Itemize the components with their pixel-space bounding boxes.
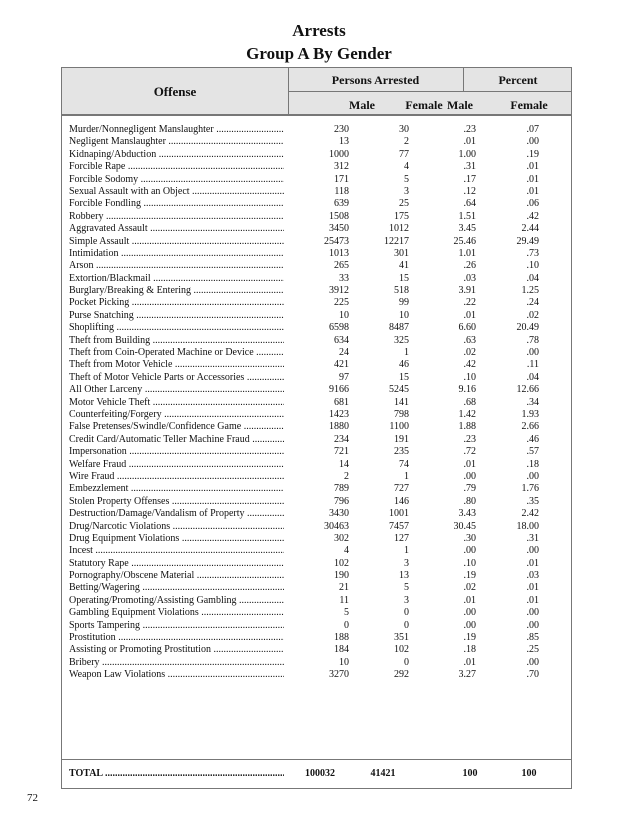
male-count-cell: 421 [334, 359, 349, 371]
female-count-cell: 5 [404, 173, 409, 185]
table-row [62, 607, 573, 619]
female-count-cell: 146 [394, 495, 409, 507]
male-pct-cell: .01 [463, 656, 476, 668]
offense-cell: False Pretenses/Swindle/Confidence Game ..... [69, 421, 284, 433]
female-pct-cell: .73 [526, 247, 539, 259]
offense-cell: Sexual Assault with an Object ..... [69, 186, 284, 198]
offense-cell: Gambling Equipment Violations ..... [69, 607, 284, 619]
female-pct-cell: 29.49 [516, 235, 539, 247]
male-pct-cell: .79 [463, 483, 476, 495]
male-count-cell: 5 [344, 607, 349, 619]
table-row [62, 149, 573, 161]
male-pct-cell: .10 [463, 371, 476, 383]
male-count-cell: 230 [334, 124, 349, 135]
male-pct-cell: .23 [463, 433, 476, 445]
male-pct-cell: .00 [463, 470, 476, 482]
female-pct-cell: .24 [526, 297, 539, 309]
table-row [62, 347, 573, 359]
female-pct-cell: 2.42 [521, 508, 539, 520]
male-count-cell: 1423 [329, 408, 349, 420]
female-count-cell: 141 [394, 396, 409, 408]
male-pct-cell: .01 [463, 458, 476, 470]
female-count-cell: 7457 [389, 520, 409, 532]
table-row [62, 632, 573, 644]
offense-cell: Aggravated Assault ..... [69, 223, 284, 235]
female-count-cell: 10 [399, 309, 409, 321]
offense-cell: Purse Snatching ..... [69, 310, 284, 322]
female-count-cell: 325 [394, 334, 409, 346]
female-count-cell: 41 [399, 260, 409, 272]
col-male-header: Male [349, 98, 375, 112]
total-female-pct: 100 [521, 768, 537, 779]
male-count-cell: 13 [339, 136, 349, 148]
male-count-cell: 265 [334, 260, 349, 272]
table-row [62, 483, 573, 495]
data-table [61, 115, 572, 789]
female-count-cell: 3 [404, 557, 409, 569]
table-row [62, 582, 573, 594]
offense-cell: Theft of Motor Vehicle Parts or Accessories ..... [69, 372, 284, 384]
male-pct-cell: 1.00 [458, 148, 476, 160]
offense-cell: Arson ..... [69, 260, 284, 272]
offense-cell: Robbery ..... [69, 211, 284, 223]
female-count-cell: 301 [394, 247, 409, 259]
female-count-cell: 292 [394, 669, 409, 681]
offense-cell: Counterfeiting/Forgery ..... [69, 409, 284, 421]
total-divider [62, 759, 571, 760]
female-pct-cell: .70 [526, 669, 539, 681]
offense-cell: Destruction/Damage/Vandalism of Property ..... [69, 508, 284, 520]
male-count-cell: 639 [334, 198, 349, 210]
female-pct-cell: .78 [526, 334, 539, 346]
col-male-pct-header: Male [447, 98, 473, 112]
female-count-cell: 3 [404, 185, 409, 197]
male-pct-cell: 1.88 [458, 421, 476, 433]
female-pct-cell: 2.66 [521, 421, 539, 433]
female-pct-cell: .02 [526, 309, 539, 321]
table-row [62, 409, 573, 421]
female-count-cell: 13 [399, 570, 409, 582]
male-count-cell: 796 [334, 495, 349, 507]
male-pct-cell: 3.91 [458, 285, 476, 297]
table-row [62, 508, 573, 520]
female-count-cell: 30 [399, 124, 409, 135]
offense-cell: Prostitution ..... [69, 632, 284, 644]
male-count-cell: 11 [339, 594, 349, 606]
offense-cell: Bribery ..... [69, 657, 284, 669]
female-pct-cell: .18 [526, 458, 539, 470]
table-row [62, 521, 573, 533]
female-pct-cell: .01 [526, 173, 539, 185]
female-count-cell: 102 [394, 644, 409, 656]
male-count-cell: 634 [334, 334, 349, 346]
female-pct-cell: .06 [526, 198, 539, 210]
table-row [62, 595, 573, 607]
male-pct-cell: .00 [463, 619, 476, 631]
male-pct-cell: .63 [463, 334, 476, 346]
table-row [62, 136, 573, 148]
table-row [62, 236, 573, 248]
male-pct-cell: .80 [463, 495, 476, 507]
table-row [62, 496, 573, 508]
female-count-cell: 1001 [389, 508, 409, 520]
offense-cell: Pornography/Obscene Material ..... [69, 570, 284, 582]
table-row [62, 335, 573, 347]
male-count-cell: 3430 [329, 508, 349, 520]
male-pct-cell: 1.42 [458, 408, 476, 420]
male-pct-cell: 30.45 [453, 520, 476, 532]
female-pct-cell: .35 [526, 495, 539, 507]
female-pct-cell: 1.93 [521, 408, 539, 420]
female-count-cell: 46 [399, 359, 409, 371]
female-pct-cell: .01 [526, 594, 539, 606]
offense-cell: Drug/Narcotic Violations ..... [69, 521, 284, 533]
female-count-cell: 127 [394, 532, 409, 544]
male-count-cell: 234 [334, 433, 349, 445]
female-pct-cell: .11 [526, 359, 539, 371]
male-count-cell: 225 [334, 297, 349, 309]
female-count-cell: 5245 [389, 384, 409, 396]
male-pct-cell: .23 [463, 124, 476, 135]
table-row [62, 644, 573, 656]
table-row [62, 211, 573, 223]
male-pct-cell: .42 [463, 359, 476, 371]
male-pct-cell: .01 [463, 309, 476, 321]
table-row [62, 558, 573, 570]
female-count-cell: 5 [404, 582, 409, 594]
male-count-cell: 0 [344, 619, 349, 631]
male-count-cell: 118 [334, 185, 349, 197]
male-pct-cell: 9.16 [458, 384, 476, 396]
male-pct-cell: .00 [463, 607, 476, 619]
table-row [62, 434, 573, 446]
female-pct-cell: 20.49 [516, 322, 539, 334]
female-count-cell: 798 [394, 408, 409, 420]
female-count-cell: 12217 [384, 235, 409, 247]
table-row [62, 459, 573, 471]
table-row [62, 570, 573, 582]
total-label: TOTAL ..... [69, 767, 284, 781]
male-pct-cell: 1.01 [458, 247, 476, 259]
offense-cell: Credit Card/Automatic Teller Machine Fraud ..... [69, 434, 284, 446]
male-count-cell: 2 [344, 470, 349, 482]
female-pct-cell: .19 [526, 148, 539, 160]
table-row [62, 223, 573, 235]
male-pct-cell: 3.27 [458, 669, 476, 681]
table-row [62, 397, 573, 409]
offense-cell: Drug Equipment Violations ..... [69, 533, 284, 545]
male-count-cell: 14 [339, 458, 349, 470]
male-pct-cell: .02 [463, 347, 476, 359]
col-female-pct-header: Female [510, 98, 548, 112]
table-row [62, 421, 573, 433]
female-count-cell: 1012 [389, 223, 409, 235]
female-count-cell: 191 [394, 433, 409, 445]
male-pct-cell: .03 [463, 272, 476, 284]
female-count-cell: 0 [404, 619, 409, 631]
total-female: 41421 [370, 768, 396, 779]
female-count-cell: 727 [394, 483, 409, 495]
offense-cell: Theft from Coin-Operated Machine or Device ..... [69, 347, 284, 359]
offense-cell: Stolen Property Offenses ..... [69, 496, 284, 508]
table-row [62, 198, 573, 210]
offense-cell: Extortion/Blackmail ..... [69, 273, 284, 285]
table-row [62, 533, 573, 545]
page-number: 72 [27, 792, 38, 804]
female-count-cell: 235 [394, 446, 409, 458]
table-row [62, 620, 573, 632]
female-pct-cell: .00 [526, 470, 539, 482]
male-pct-cell: .68 [463, 396, 476, 408]
female-pct-cell: .01 [526, 185, 539, 197]
female-pct-cell: .00 [526, 136, 539, 148]
male-count-cell: 1508 [329, 210, 349, 222]
female-pct-cell: 18.00 [516, 520, 539, 532]
offense-cell: Murder/Nonnegligent Manslaughter ..... [69, 124, 284, 136]
table-row [62, 161, 573, 173]
offense-cell: Forcible Rape ..... [69, 161, 284, 173]
male-count-cell: 10 [339, 309, 349, 321]
male-pct-cell: .01 [463, 136, 476, 148]
male-count-cell: 4 [344, 545, 349, 557]
table-row [62, 446, 573, 458]
table-body [62, 124, 573, 682]
male-pct-cell: .22 [463, 297, 476, 309]
male-pct-cell: .64 [463, 198, 476, 210]
offense-cell: Welfare Fraud ..... [69, 459, 284, 471]
female-pct-cell: .46 [526, 433, 539, 445]
female-count-cell: 99 [399, 297, 409, 309]
table-row [62, 657, 573, 669]
offense-cell: Weapon Law Violations ..... [69, 669, 284, 681]
table-row [62, 273, 573, 285]
male-pct-cell: .31 [463, 161, 476, 173]
male-count-cell: 10 [339, 656, 349, 668]
offense-cell: Theft from Motor Vehicle ..... [69, 359, 284, 371]
table-row [62, 372, 573, 384]
female-count-cell: 0 [404, 607, 409, 619]
offense-cell: Operating/Promoting/Assisting Gambling ..... [69, 595, 284, 607]
male-pct-cell: .72 [463, 446, 476, 458]
male-count-cell: 97 [339, 371, 349, 383]
female-count-cell: 2 [404, 136, 409, 148]
offense-cell: Simple Assault ..... [69, 236, 284, 248]
male-pct-cell: .12 [463, 185, 476, 197]
female-pct-cell: 12.66 [516, 384, 539, 396]
male-pct-cell: .26 [463, 260, 476, 272]
male-pct-cell: .10 [463, 557, 476, 569]
male-pct-cell: 6.60 [458, 322, 476, 334]
male-count-cell: 789 [334, 483, 349, 495]
female-count-cell: 15 [399, 272, 409, 284]
male-count-cell: 102 [334, 557, 349, 569]
female-pct-cell: .00 [526, 619, 539, 631]
female-pct-cell: 2.44 [521, 223, 539, 235]
female-pct-cell: .42 [526, 210, 539, 222]
offense-cell: Pocket Picking ..... [69, 297, 284, 309]
female-count-cell: 25 [399, 198, 409, 210]
offense-cell: Wire Fraud ..... [69, 471, 284, 483]
offense-cell: Theft from Building ..... [69, 335, 284, 347]
table-row [62, 384, 573, 396]
female-count-cell: 351 [394, 632, 409, 644]
male-pct-cell: .19 [463, 570, 476, 582]
male-count-cell: 3270 [329, 669, 349, 681]
female-count-cell: 15 [399, 371, 409, 383]
total-row [62, 767, 573, 781]
offense-cell: Shoplifting ..... [69, 322, 284, 334]
table-row [62, 669, 573, 681]
female-count-cell: 1100 [389, 421, 409, 433]
female-pct-cell: .04 [526, 272, 539, 284]
male-count-cell: 190 [334, 570, 349, 582]
col-persons-arrested-header: Persons Arrested [331, 73, 420, 87]
female-count-cell: 4 [404, 161, 409, 173]
female-pct-cell: .57 [526, 446, 539, 458]
offense-cell: Kidnaping/Abduction ..... [69, 149, 284, 161]
female-pct-cell: .25 [526, 644, 539, 656]
female-pct-cell: .01 [526, 161, 539, 173]
table-row [62, 260, 573, 272]
female-count-cell: 175 [394, 210, 409, 222]
table-row [62, 124, 573, 136]
table-header [61, 67, 572, 115]
male-count-cell: 1013 [329, 247, 349, 259]
female-count-cell: 0 [404, 656, 409, 668]
male-count-cell: 24 [339, 347, 349, 359]
female-count-cell: 8487 [389, 322, 409, 334]
offense-cell: Betting/Wagering ..... [69, 582, 284, 594]
male-pct-cell: 3.45 [458, 223, 476, 235]
female-pct-cell: .07 [526, 124, 539, 135]
male-pct-cell: .01 [463, 594, 476, 606]
female-pct-cell: .00 [526, 347, 539, 359]
male-pct-cell: .17 [463, 173, 476, 185]
male-pct-cell: 1.51 [458, 210, 476, 222]
male-count-cell: 171 [334, 173, 349, 185]
male-count-cell: 188 [334, 632, 349, 644]
table-row [62, 248, 573, 260]
male-pct-cell: .19 [463, 632, 476, 644]
table-row [62, 471, 573, 483]
female-pct-cell: .34 [526, 396, 539, 408]
male-count-cell: 721 [334, 446, 349, 458]
offense-cell: Assisting or Promoting Prostitution ..... [69, 644, 284, 656]
male-count-cell: 1880 [329, 421, 349, 433]
page-subtitle: Group A By Gender [246, 44, 392, 63]
female-pct-cell: 1.25 [521, 285, 539, 297]
female-count-cell: 74 [399, 458, 409, 470]
male-count-cell: 25473 [324, 235, 349, 247]
offense-cell: All Other Larceny ..... [69, 384, 284, 396]
col-female-header: Female [405, 98, 443, 112]
female-pct-cell: .00 [526, 607, 539, 619]
table-row [62, 310, 573, 322]
table-row [62, 174, 573, 186]
male-count-cell: 302 [334, 532, 349, 544]
male-count-cell: 33 [339, 272, 349, 284]
male-pct-cell: .00 [463, 545, 476, 557]
offense-cell: Embezzlement ..... [69, 483, 284, 495]
col-offense-header: Offense [153, 84, 197, 99]
offense-cell: Negligent Manslaughter ..... [69, 136, 284, 148]
female-pct-cell: .03 [526, 570, 539, 582]
total-male: 100032 [305, 768, 335, 779]
male-count-cell: 3450 [329, 223, 349, 235]
table-row [62, 297, 573, 309]
female-pct-cell: .00 [526, 545, 539, 557]
table-row [62, 545, 573, 557]
female-pct-cell: 1.76 [521, 483, 539, 495]
offense-cell: Sports Tampering ..... [69, 620, 284, 632]
offense-cell: Intimidation ..... [69, 248, 284, 260]
male-count-cell: 30463 [324, 520, 349, 532]
female-pct-cell: .10 [526, 260, 539, 272]
male-pct-cell: 3.43 [458, 508, 476, 520]
male-pct-cell: 25.46 [453, 235, 476, 247]
female-count-cell: 77 [399, 148, 409, 160]
table-row [62, 186, 573, 198]
male-pct-cell: .18 [463, 644, 476, 656]
male-count-cell: 184 [334, 644, 349, 656]
male-count-cell: 1000 [329, 148, 349, 160]
female-count-cell: 3 [404, 594, 409, 606]
female-pct-cell: .31 [526, 532, 539, 544]
male-count-cell: 6598 [329, 322, 349, 334]
female-pct-cell: .01 [526, 582, 539, 594]
offense-cell: Statutory Rape ..... [69, 558, 284, 570]
male-count-cell: 3912 [329, 285, 349, 297]
female-pct-cell: .04 [526, 371, 539, 383]
male-pct-cell: .02 [463, 582, 476, 594]
female-count-cell: 1 [404, 545, 409, 557]
offense-cell: Forcible Fondling ..... [69, 198, 284, 210]
female-count-cell: 1 [404, 347, 409, 359]
offense-cell: Impersonation ..... [69, 446, 284, 458]
female-count-cell: 1 [404, 470, 409, 482]
female-pct-cell: .01 [526, 557, 539, 569]
offense-cell: Burglary/Breaking & Entering ..... [69, 285, 284, 297]
male-count-cell: 681 [334, 396, 349, 408]
female-count-cell: 518 [394, 285, 409, 297]
offense-cell: Incest ..... [69, 545, 284, 557]
table-row [62, 359, 573, 371]
col-percent-header: Percent [498, 73, 538, 87]
male-pct-cell: .30 [463, 532, 476, 544]
female-pct-cell: .85 [526, 632, 539, 644]
female-pct-cell: .00 [526, 656, 539, 668]
offense-cell: Forcible Sodomy ..... [69, 174, 284, 186]
page-title: Arrests [292, 21, 346, 40]
total-male-pct: 100 [462, 768, 478, 779]
offense-cell: Motor Vehicle Theft ..... [69, 397, 284, 409]
table-row [62, 322, 573, 334]
male-count-cell: 9166 [329, 384, 349, 396]
header-divider [288, 91, 571, 92]
male-count-cell: 21 [339, 582, 349, 594]
male-count-cell: 312 [334, 161, 349, 173]
table-row [62, 285, 573, 297]
